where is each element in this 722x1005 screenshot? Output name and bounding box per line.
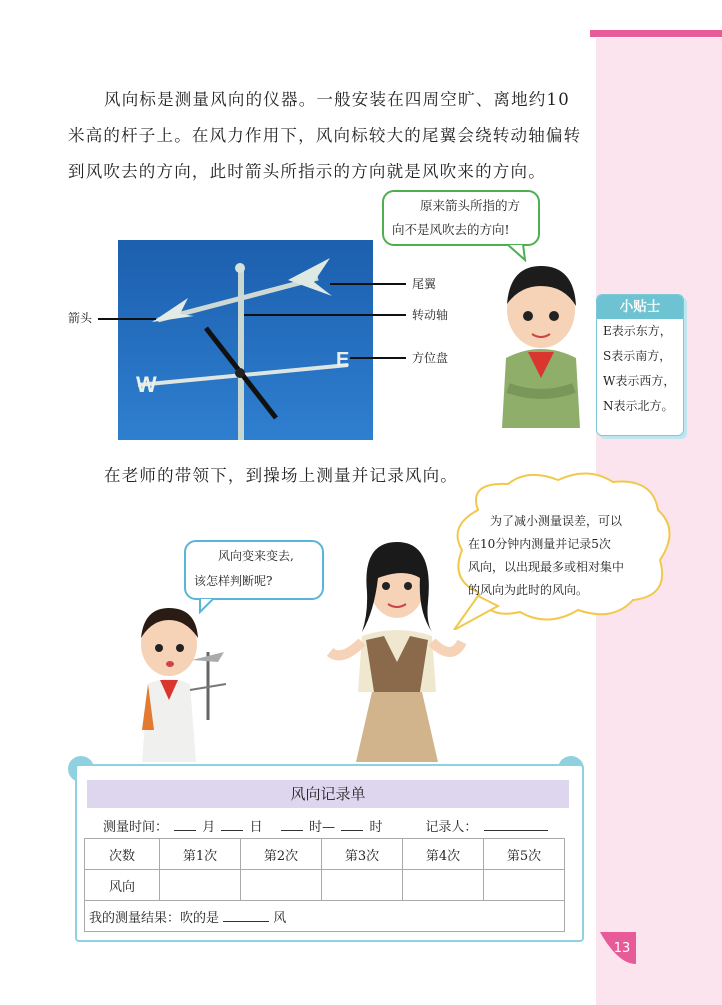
- header-2: 第2次: [241, 839, 322, 870]
- tail-label: 尾翼: [412, 277, 437, 291]
- teacher-line3: 风向，以出现最多或相对集中: [468, 560, 625, 574]
- tips-box: [596, 294, 684, 436]
- header-5: 第5次: [484, 839, 565, 870]
- page-number-badge: [598, 930, 638, 966]
- record-sheet-title: 风向记录单: [87, 780, 569, 808]
- direction-cell-2[interactable]: [241, 870, 322, 901]
- tip-west: W表示西方，: [603, 374, 676, 388]
- hour-label: 时—: [309, 820, 336, 835]
- tip-north: N表示北方。: [603, 399, 674, 413]
- header-3: 第3次: [322, 839, 403, 870]
- result-row: [85, 901, 565, 932]
- boy-speech-bubble: [382, 190, 540, 246]
- record-table: [84, 838, 565, 932]
- dial-leader-line: [350, 357, 406, 359]
- row-label-direction: 风向: [85, 870, 160, 901]
- result-suffix: 风: [273, 910, 287, 926]
- hour-end-label: 时: [369, 820, 383, 835]
- arrow-label: 箭头: [68, 311, 93, 325]
- recorder-blank[interactable]: [484, 818, 548, 831]
- boy-bubble-line1: 原来箭头所指的方: [420, 198, 521, 213]
- table-header-row: [85, 839, 565, 870]
- weathervane-photo: [118, 240, 373, 440]
- arrow-leader-line: [98, 318, 156, 320]
- header-4: 第4次: [403, 839, 484, 870]
- teacher-line1: 为了减小测量误差，可以: [490, 514, 623, 528]
- wind-direction-record-sheet: [75, 764, 584, 942]
- dial-label: 方位盘: [412, 351, 449, 365]
- direction-cell-5[interactable]: [484, 870, 565, 901]
- tip-east: E表示东方，: [603, 324, 672, 338]
- intro-paragraph: 风向标是测量风向的仪器。一般安装在四周空旷、离地约10米高的杆子上。在风力作用下，风向标较大的尾翼会绕转动轴偏转到风吹去的方向，此时箭头所指示的方向就是风吹来的方向。: [68, 90, 582, 181]
- axis-label: 转动轴: [412, 308, 449, 322]
- header-1: 第1次: [160, 839, 241, 870]
- header-count: 次数: [85, 839, 160, 870]
- direction-cell-4[interactable]: [403, 870, 484, 901]
- weathervane-illustration: [118, 240, 373, 440]
- teacher-line4: 的风向为此时的风向。: [468, 583, 589, 597]
- teacher-line2: 在10分钟内测量并记录5次: [468, 537, 611, 551]
- child-bubble-line1: 风向变来变去,: [218, 549, 294, 563]
- result-label: 我的测量结果：吹的是: [89, 910, 220, 926]
- day-label: 日: [249, 820, 263, 835]
- result-cell: [85, 901, 565, 932]
- month-label: 月: [202, 820, 216, 835]
- month-blank[interactable]: [174, 818, 196, 831]
- time-label: 测量时间：: [103, 820, 169, 835]
- boy-bubble-line2: 向不是风吹去的方向!: [392, 222, 510, 237]
- axis-leader-line: [244, 314, 406, 316]
- recorder-label: 记录人：: [425, 820, 478, 835]
- east-letter: E: [336, 349, 350, 371]
- child-speech-bubble: [184, 540, 324, 600]
- hour-end-blank[interactable]: [341, 818, 363, 831]
- record-sheet-meta: [103, 816, 548, 835]
- child-figure: [126, 600, 236, 762]
- west-letter: W: [136, 372, 157, 397]
- boy-figure: [498, 260, 584, 428]
- tips-title: 小贴士: [597, 295, 683, 319]
- table-row: [85, 870, 565, 901]
- tip-south: S表示南方，: [603, 349, 672, 363]
- result-blank[interactable]: [223, 909, 269, 922]
- top-accent-bar: [590, 30, 722, 37]
- teacher-figure: [322, 532, 472, 762]
- teacher-bubble-text: [468, 510, 668, 602]
- direction-cell-1[interactable]: [160, 870, 241, 901]
- hour-start-blank[interactable]: [281, 818, 303, 831]
- activity-paragraph: 在老师的带领下，到操场上测量并记录风向。: [104, 466, 458, 485]
- direction-cell-3[interactable]: [322, 870, 403, 901]
- tail-leader-line: [330, 283, 406, 285]
- page-number: 13: [613, 941, 631, 956]
- day-blank[interactable]: [221, 818, 243, 831]
- child-bubble-line2: 该怎样判断呢?: [194, 574, 273, 588]
